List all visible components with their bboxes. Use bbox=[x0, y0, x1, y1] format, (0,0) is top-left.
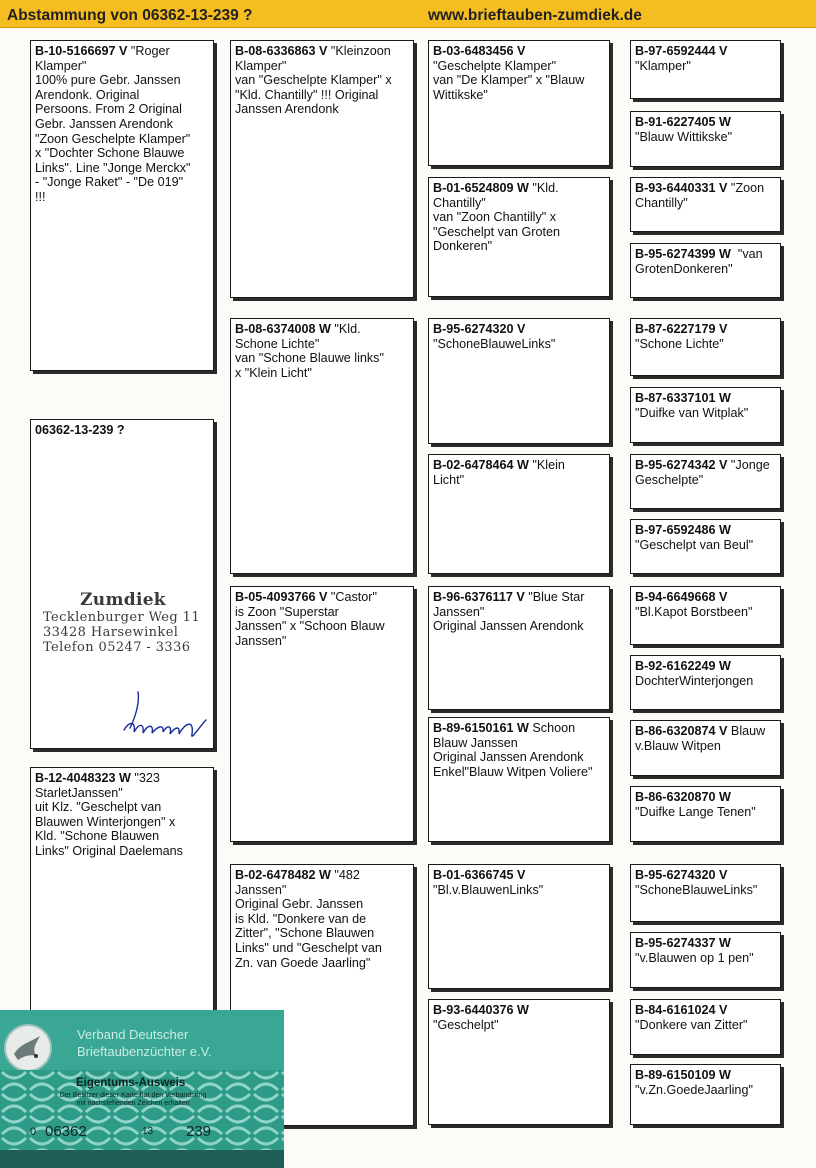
pedigree-entry-line: Zn. van Goede Jaarling" bbox=[235, 955, 371, 970]
pedigree-entry-line: Links" Original Daelemans bbox=[35, 843, 183, 858]
pedigree-entry-line: "Duifke Lange Tenen" bbox=[635, 804, 756, 819]
pedigree-entry-line: Enkel"Blauw Witpen Voliere" bbox=[433, 764, 593, 779]
card-organization bbox=[77, 1026, 212, 1060]
pedigree-entry-first-line bbox=[35, 423, 209, 438]
pedigree-entry-first-line bbox=[635, 458, 776, 473]
pigeon-name: "Klein bbox=[528, 458, 565, 472]
pedigree-entry-first-line bbox=[635, 181, 776, 196]
ring-number: B-87-6227179 V bbox=[635, 322, 728, 336]
pedigree-box-sire bbox=[30, 40, 214, 371]
pedigree-entry-line: van "De Klamper" x "Blauw bbox=[433, 73, 585, 88]
ring-number: B-97-6592486 W bbox=[635, 523, 731, 537]
pedigree-entry-line: Wittikske" bbox=[433, 87, 488, 102]
pedigree-entry-line: "Blauw Wittikske" bbox=[635, 129, 733, 144]
pedigree-entry-line: Janssen" x "Schoon Blauw bbox=[235, 619, 385, 634]
ring-number: B-05-4093766 V bbox=[235, 590, 328, 604]
pedigree-entry-first-line bbox=[635, 391, 776, 406]
ring-number: B-93-6440331 V bbox=[635, 181, 728, 195]
pedigree-entry-line: Janssen Arendonk bbox=[235, 102, 339, 117]
pedigree-entry-line: van "Geschelpte Klamper" x bbox=[235, 73, 392, 88]
pedigree-entry-line: DochterWinterjongen bbox=[635, 673, 754, 688]
pedigree-entry-line: Chantilly" bbox=[635, 195, 688, 210]
card-title: Eigentums-Ausweis bbox=[76, 1077, 186, 1089]
pedigree-entry-line: 100% pure Gebr. Janssen bbox=[35, 73, 181, 88]
handwritten-signature bbox=[110, 670, 220, 750]
pedigree-entry-line: "Duifke van Witplak" bbox=[635, 405, 749, 420]
card-bottom-band bbox=[0, 1150, 284, 1168]
card-club-number: 06362 bbox=[45, 1123, 87, 1140]
ring-number: B-95-6274399 W bbox=[635, 247, 731, 261]
ring-number: B-08-6336863 V bbox=[235, 44, 328, 58]
ring-number: B-95-6274320 V bbox=[635, 868, 728, 882]
pedigree-entry-first-line bbox=[35, 771, 209, 786]
ring-number: B-86-6320870 W bbox=[635, 790, 731, 804]
breeder-stamp bbox=[43, 590, 203, 655]
pedigree-entry-line: Klamper" bbox=[235, 58, 287, 73]
pedigree-box-g4-14 bbox=[630, 932, 781, 988]
pedigree-entry-line: Chantilly" bbox=[433, 195, 486, 210]
pedigree-entry-line: !!! bbox=[35, 189, 46, 204]
pigeon-name: "Jonge bbox=[727, 458, 770, 472]
pedigree-entry-first-line bbox=[635, 322, 776, 337]
pedigree-entry-line: "Bl.Kapot Borstbeen" bbox=[635, 604, 753, 619]
pedigree-box-dds bbox=[428, 864, 610, 989]
pedigree-box-g4-13 bbox=[630, 864, 781, 922]
pedigree-entry-line: Donkeren" bbox=[433, 239, 493, 254]
pigeon-name: "482 bbox=[330, 868, 360, 882]
pedigree-box-g4-10 bbox=[630, 655, 781, 710]
ring-number: B-95-6274337 W bbox=[635, 936, 731, 950]
pedigree-entry-first-line bbox=[635, 590, 776, 605]
pedigree-box-g4-16 bbox=[630, 1064, 781, 1125]
ring-number: B-96-6376117 V bbox=[433, 590, 525, 604]
pedigree-entry-line: "Kld. Chantilly" !!! Original bbox=[235, 87, 379, 102]
ring-number: B-97-6592444 V bbox=[635, 44, 728, 58]
pedigree-entry-line: Blauw Janssen bbox=[433, 735, 518, 750]
card-subtitle-line2: mit nachstehenden Zeichen erhalten bbox=[76, 1100, 190, 1107]
stamp-phone: Telefon 05247 - 3336 bbox=[43, 640, 191, 655]
ownership-card bbox=[0, 1010, 284, 1168]
pedigree-entry-first-line bbox=[635, 115, 776, 130]
website-link[interactable]: www.brieftauben-zumdiek.de bbox=[428, 7, 642, 24]
pedigree-box-g4-2 bbox=[630, 111, 781, 167]
pedigree-box-ssd bbox=[428, 177, 610, 297]
pedigree-entry-line: Janssen" bbox=[235, 882, 287, 897]
stamp-city: 33428 Harsewinkel bbox=[43, 625, 179, 640]
pigeon-name: "Blue Star bbox=[524, 590, 585, 604]
pedigree-entry-line: Janssen" bbox=[433, 604, 485, 619]
pedigree-entry-line: "SchoneBlauweLinks" bbox=[433, 336, 556, 351]
pigeon-name: Schoon bbox=[528, 721, 576, 735]
pedigree-entry-line: Kld. "Schone Blauwen bbox=[35, 829, 160, 844]
ring-number: B-91-6227405 W bbox=[635, 115, 731, 129]
ring-number: B-95-6274342 V bbox=[635, 458, 728, 472]
pedigree-entry-line: Blauwen Winterjongen" x bbox=[35, 814, 176, 829]
pigeon-name: "323 bbox=[130, 771, 160, 785]
pedigree-entry-first-line bbox=[235, 322, 409, 337]
pedigree-entry-first-line bbox=[433, 868, 605, 883]
pigeon-name: "Kld. bbox=[528, 181, 559, 195]
pedigree-entry-first-line bbox=[635, 1068, 776, 1083]
ring-number: B-92-6162249 W bbox=[635, 659, 731, 673]
pedigree-entry-first-line bbox=[635, 523, 776, 538]
pedigree-entry-first-line bbox=[433, 181, 605, 196]
pedigree-entry-first-line bbox=[235, 590, 409, 605]
ring-number: B-03-6483456 V bbox=[433, 44, 526, 58]
pedigree-entry-line: x "Dochter Schone Blauwe bbox=[35, 146, 185, 161]
pedigree-entry-line: Schone Lichte" bbox=[235, 336, 320, 351]
ring-number: B-12-4048323 W bbox=[35, 771, 131, 785]
ring-number: B-89-6150161 W bbox=[433, 721, 529, 735]
pedigree-entry-first-line bbox=[433, 721, 605, 736]
pedigree-box-sire-dam bbox=[230, 318, 414, 574]
pedigree-box-g4-15 bbox=[630, 999, 781, 1055]
pedigree-entry-line: Gebr. Janssen Arendonk bbox=[35, 116, 173, 131]
pedigree-box-g4-5 bbox=[630, 318, 781, 376]
pedigree-entry-line: "Geschelpt van Beul" bbox=[635, 537, 754, 552]
pedigree-entry-line: Geschelpte" bbox=[635, 472, 704, 487]
card-org-line1: Verband Deutscher bbox=[77, 1027, 189, 1042]
pigeon-name: "Zoon bbox=[727, 181, 765, 195]
ring-number: B-02-6478464 W bbox=[433, 458, 529, 472]
pedigree-entry-line: "Geschelpt van Groten bbox=[433, 224, 560, 239]
pedigree-entry-first-line bbox=[433, 44, 605, 59]
ring-number: B-93-6440376 W bbox=[433, 1003, 529, 1017]
pedigree-entry-first-line bbox=[635, 247, 776, 262]
pedigree-box-ddd bbox=[428, 999, 610, 1125]
pedigree-box-sdd bbox=[428, 454, 610, 574]
pedigree-entry-first-line bbox=[433, 590, 605, 605]
card-ring-number: 239 bbox=[186, 1123, 212, 1140]
pedigree-entry-first-line bbox=[635, 790, 776, 805]
pedigree-entry-first-line bbox=[635, 724, 776, 739]
pigeon-name: "van bbox=[730, 247, 763, 261]
pedigree-entry-first-line bbox=[635, 1003, 776, 1018]
pedigree-entry-line: "Donkere van Zitter" bbox=[635, 1017, 748, 1032]
pedigree-entry-first-line bbox=[235, 868, 409, 883]
ring-number: B-89-6150109 W bbox=[635, 1068, 731, 1082]
pedigree-box-g4-12 bbox=[630, 786, 781, 842]
pedigree-entry-line: Original Gebr. Janssen bbox=[235, 897, 364, 912]
pedigree-entry-line: "Bl.v.BlauwenLinks" bbox=[433, 882, 544, 897]
pedigree-entry-line: "Geschelpt" bbox=[433, 1017, 499, 1032]
pedigree-entry-first-line bbox=[635, 868, 776, 883]
pedigree-entry-line: "v.Blauwen op 1 pen" bbox=[635, 950, 754, 965]
pedigree-entry-line: Licht" bbox=[433, 472, 465, 487]
pedigree-box-g4-9 bbox=[630, 586, 781, 645]
pedigree-box-g4-7 bbox=[630, 454, 781, 509]
pedigree-entry-line: Persoons. From 2 Original bbox=[35, 102, 182, 117]
pedigree-entry-line: "v.Zn.GoedeJaarling" bbox=[635, 1082, 753, 1097]
pedigree-entry-line: "Geschelpte Klamper" bbox=[433, 58, 557, 73]
pedigree-entry-first-line bbox=[635, 659, 776, 674]
pedigree-entry-line: GrotenDonkeren" bbox=[635, 261, 733, 276]
pedigree-entry-line: "Klamper" bbox=[635, 58, 691, 73]
ring-number: B-08-6374008 W bbox=[235, 322, 331, 336]
pedigree-box-sds bbox=[428, 318, 610, 444]
pedigree-entry-first-line bbox=[635, 936, 776, 951]
pedigree-entry-line: StarletJanssen" bbox=[35, 785, 123, 800]
pedigree-entry-line: Original Janssen Arendonk bbox=[433, 619, 584, 634]
ring-number: B-01-6366745 V bbox=[433, 868, 526, 882]
pedigree-entry-line: - "Jonge Raket" - "De 019" bbox=[35, 175, 184, 190]
pedigree-entry-line: Klamper" bbox=[35, 58, 87, 73]
pedigree-entry-first-line bbox=[35, 44, 209, 59]
pedigree-entry-line: x "Klein Licht" bbox=[235, 365, 312, 380]
pedigree-entry-line: Janssen" bbox=[235, 633, 287, 648]
pedigree-box-g4-11 bbox=[630, 720, 781, 776]
pedigree-entry-line: "Schone Lichte" bbox=[635, 336, 724, 351]
pigeon-logo-icon bbox=[4, 1024, 52, 1072]
page-header bbox=[0, 0, 816, 28]
pigeon-name: Blauw bbox=[727, 724, 766, 738]
pedigree-entry-line: Original Janssen Arendonk bbox=[433, 750, 584, 765]
card-year-mark: 13 bbox=[142, 1126, 154, 1137]
pedigree-entry-line: van "Schone Blauwe links" bbox=[235, 351, 384, 366]
pedigree-box-g4-6 bbox=[630, 387, 781, 443]
card-year-prefix: 0 bbox=[30, 1126, 37, 1138]
pedigree-entry-line: is Zoon "Superstar bbox=[235, 604, 339, 619]
ring-number: B-10-5166697 V bbox=[35, 44, 128, 58]
pedigree-entry-first-line bbox=[235, 44, 409, 59]
pedigree-entry-line: van "Zoon Chantilly" x bbox=[433, 210, 557, 225]
ring-number: B-01-6524809 W bbox=[433, 181, 529, 195]
pigeon-name: "Kleinzoon bbox=[327, 44, 391, 58]
pedigree-box-g4-1 bbox=[630, 40, 781, 99]
pedigree-box-g4-8 bbox=[630, 519, 781, 574]
pedigree-entry-first-line bbox=[433, 1003, 605, 1018]
card-subtitle bbox=[13, 1092, 253, 1108]
pigeon-name: "Castor" bbox=[327, 590, 377, 604]
card-org-line2: Brieftaubenzüchter e.V. bbox=[77, 1044, 212, 1059]
pedigree-entry-line: "Zoon Geschelpte Klamper" bbox=[35, 131, 191, 146]
pedigree-entry-line: v.Blauw Witpen bbox=[635, 738, 721, 753]
pedigree-box-dsd bbox=[428, 717, 610, 842]
ring-number: B-87-6337101 W bbox=[635, 391, 731, 405]
pedigree-entry-first-line bbox=[635, 44, 776, 59]
pedigree-box-dss bbox=[428, 586, 610, 710]
pedigree-box-sss bbox=[428, 40, 610, 166]
pedigree-entry-line: Links" und "Geschelpt van bbox=[235, 940, 382, 955]
ring-number: B-95-6274320 V bbox=[433, 322, 526, 336]
pedigree-entry-line: is Kld. "Donkere van de bbox=[235, 911, 367, 926]
pedigree-entry-line: Arendonk. Original bbox=[35, 87, 140, 102]
ring-number: B-94-6649668 V bbox=[635, 590, 728, 604]
stamp-name: Zumdiek bbox=[80, 590, 166, 610]
stamp-street: Tecklenburger Weg 11 bbox=[43, 610, 200, 625]
ring-number: B-84-6161024 V bbox=[635, 1003, 728, 1017]
pedigree-box-sire-sire bbox=[230, 40, 414, 298]
pedigree-entry-line: Links". Line "Jonge Merckx" bbox=[35, 160, 191, 175]
pigeon-name: "Kld. bbox=[330, 322, 361, 336]
pedigree-entry-line: "SchoneBlauweLinks" bbox=[635, 882, 758, 897]
pedigree-title: Abstammung von 06362-13-239 ? bbox=[7, 7, 253, 24]
ring-number: 06362-13-239 ? bbox=[35, 423, 125, 437]
card-subtitle-line1: Der Besitzer dieser Karte hat den Verbandsring bbox=[59, 1092, 207, 1099]
pedigree-entry-first-line bbox=[433, 322, 605, 337]
ring-number: B-86-6320874 V bbox=[635, 724, 728, 738]
pedigree-box-g4-4 bbox=[630, 243, 781, 298]
pedigree-entry-line: uit Klz. "Geschelpt van bbox=[35, 800, 162, 815]
pedigree-box-g4-3 bbox=[630, 177, 781, 232]
pedigree-entry-line: Zitter", "Schone Blauwen bbox=[235, 926, 375, 941]
pedigree-box-dam-sire bbox=[230, 586, 414, 842]
ring-number: B-02-6478482 W bbox=[235, 868, 331, 882]
pedigree-entry-first-line bbox=[433, 458, 605, 473]
pigeon-name: "Roger bbox=[127, 44, 170, 58]
